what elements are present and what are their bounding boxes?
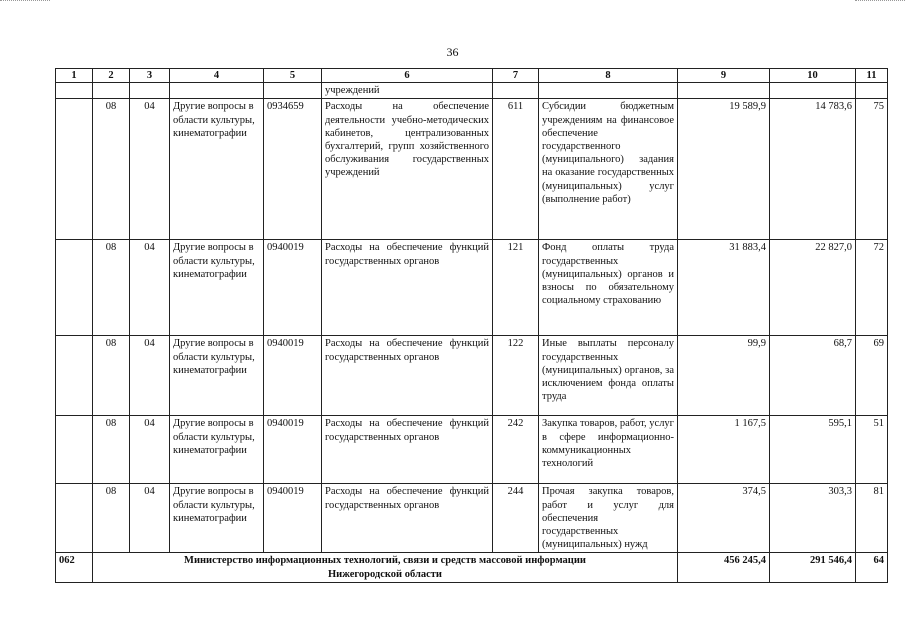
planned-amount: 1 167,5 [678, 416, 770, 484]
planned-amount: 374,5 [678, 484, 770, 553]
ministry-name-line1: Министерство информационных технологий, связи и средств массовой информации [184, 555, 586, 567]
execution-percent: 81 [856, 484, 888, 553]
header-cell: 1 [56, 69, 93, 83]
subsection-name: Другие вопросы в области культуры, кинематографии [170, 240, 264, 336]
header-cell: 2 [93, 69, 130, 83]
total-executed-amount: 291 546,4 [770, 553, 856, 582]
target-name: Расходы на обеспечение функций государственных органов [322, 484, 493, 553]
header-cell: 6 [322, 69, 493, 83]
header-cell: 9 [678, 69, 770, 83]
header-cell: 5 [264, 69, 322, 83]
total-row [56, 553, 888, 582]
header-cell: 8 [539, 69, 678, 83]
subsection-name: Другие вопросы в области культуры, кинематографии [170, 99, 264, 240]
expense-type-code: 244 [493, 484, 539, 553]
subsection-code: 04 [130, 416, 170, 484]
header-cell: 10 [770, 69, 856, 83]
target-code: 0940019 [264, 240, 322, 336]
table-row [56, 240, 888, 336]
expense-type-name: Фонд оплаты труда государственных (муниципальных) органов и взносы по обязательному социальному страхованию [539, 240, 678, 336]
section-code: 08 [93, 240, 130, 336]
target-code: 0940019 [264, 484, 322, 553]
continuation-text: учреждений [322, 83, 493, 99]
page-number: 36 [446, 45, 459, 59]
planned-amount: 31 883,4 [678, 240, 770, 336]
subsection-name: Другие вопросы в области культуры, кинематографии [170, 336, 264, 416]
planned-amount: 19 589,9 [678, 99, 770, 240]
target-name: Расходы на обеспечение функций государственных органов [322, 416, 493, 484]
execution-percent: 51 [856, 416, 888, 484]
execution-percent: 72 [856, 240, 888, 336]
executed-amount: 22 827,0 [770, 240, 856, 336]
ministry-name-line2: Нижегородской области [328, 568, 442, 580]
subsection-code: 04 [130, 484, 170, 553]
target-name: Расходы на обеспечение деятельности учебно-методических кабинетов, централизованных бухгалтерий, групп хозяйственного обслуживания государственных учреждений [322, 99, 493, 240]
planned-amount: 99,9 [678, 336, 770, 416]
expense-type-code: 122 [493, 336, 539, 416]
execution-percent: 75 [856, 99, 888, 240]
subsection-code: 04 [130, 336, 170, 416]
subsection-name: Другие вопросы в области культуры, кинематографии [170, 484, 264, 553]
subsection-code: 04 [130, 240, 170, 336]
subsection-name: Другие вопросы в области культуры, кинематографии [170, 416, 264, 484]
section-code: 08 [93, 336, 130, 416]
header-cell: 11 [856, 69, 888, 83]
table-row [56, 416, 888, 484]
scan-edge-left [0, 0, 50, 2]
execution-percent: 69 [856, 336, 888, 416]
total-execution-percent: 64 [856, 553, 888, 582]
continuation-row [56, 83, 888, 99]
expense-type-name: Иные выплаты персоналу государственных (муниципальных) органов, за исключением фонда оплаты труда [539, 336, 678, 416]
expense-type-name: Прочая закупка товаров, работ и услуг для обеспечения государственных (муниципальных) нужд [539, 484, 678, 553]
expense-type-code: 121 [493, 240, 539, 336]
executed-amount: 68,7 [770, 336, 856, 416]
target-name: Расходы на обеспечение функций государственных органов [322, 336, 493, 416]
header-cell: 3 [130, 69, 170, 83]
section-code: 08 [93, 416, 130, 484]
section-code: 08 [93, 484, 130, 553]
target-code: 0940019 [264, 416, 322, 484]
ministry-code: 062 [56, 553, 93, 582]
expense-type-code: 242 [493, 416, 539, 484]
executed-amount: 303,3 [770, 484, 856, 553]
table-row [56, 99, 888, 240]
executed-amount: 14 783,6 [770, 99, 856, 240]
header-cell: 4 [170, 69, 264, 83]
budget-table [55, 68, 888, 583]
target-name: Расходы на обеспечение функций государственных органов [322, 240, 493, 336]
expense-type-name: Закупка товаров, работ, услуг в сфере информационно-коммуникационных технологий [539, 416, 678, 484]
table-row [56, 336, 888, 416]
executed-amount: 595,1 [770, 416, 856, 484]
section-code: 08 [93, 99, 130, 240]
ministry-name [93, 553, 678, 582]
subsection-code: 04 [130, 99, 170, 240]
target-code: 0940019 [264, 336, 322, 416]
header-row [56, 69, 888, 83]
target-code: 0934659 [264, 99, 322, 240]
expense-type-code: 611 [493, 99, 539, 240]
table-row [56, 484, 888, 553]
total-planned-amount: 456 245,4 [678, 553, 770, 582]
header-cell: 7 [493, 69, 539, 83]
expense-type-name: Субсидии бюджетным учреждениям на финансовое обеспечение государственного (муниципального) задания на оказание государственных (муниципальных) услуг (выполнение работ) [539, 99, 678, 240]
scan-edge-right [855, 0, 905, 2]
